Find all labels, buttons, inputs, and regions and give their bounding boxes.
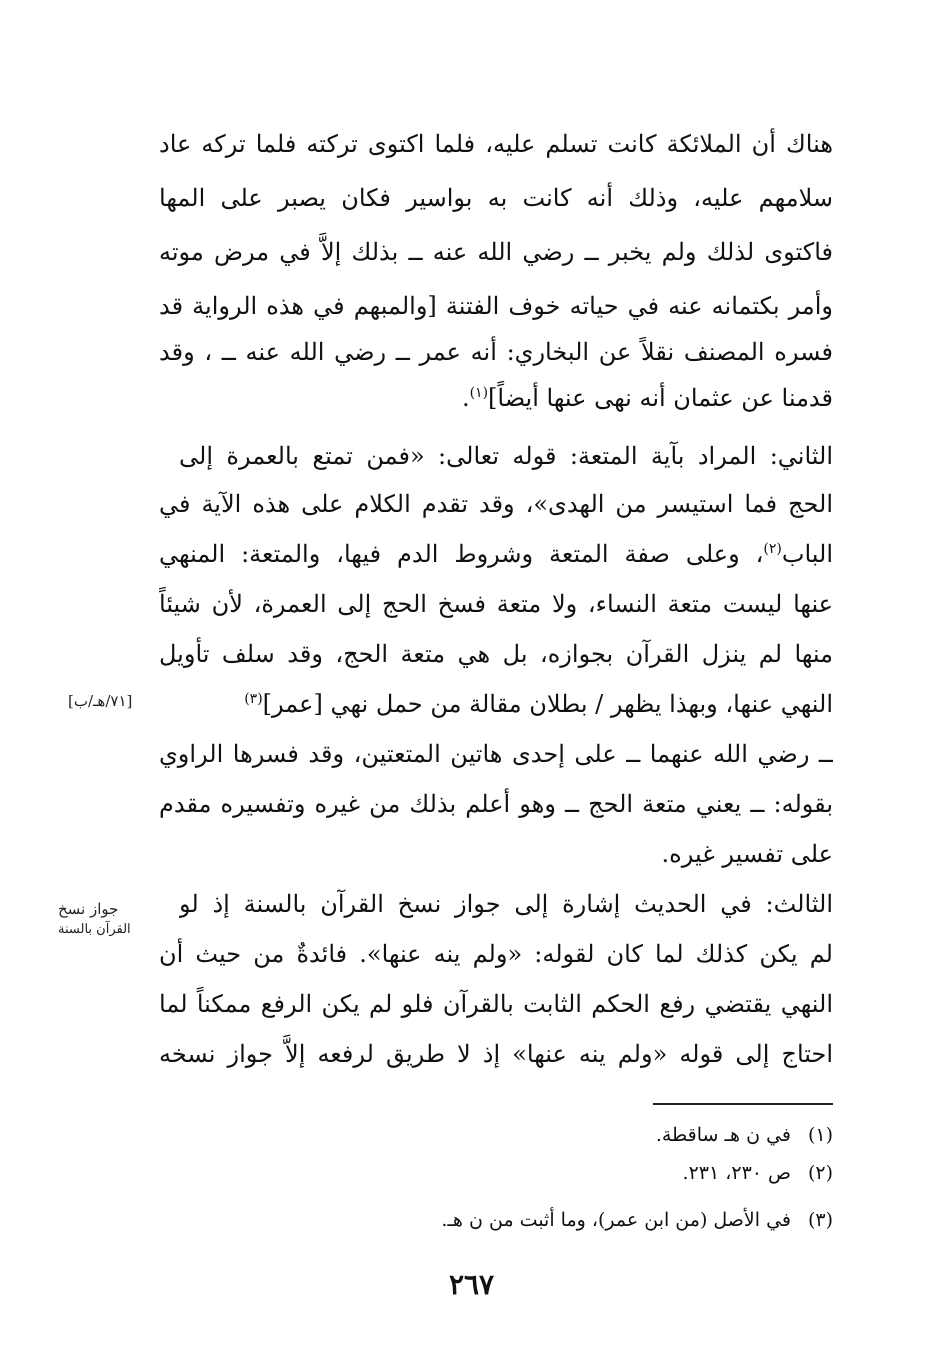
text-line-9: [159, 534, 833, 574]
text-line-8: الحج فما استيسر من الهدى»، وقد تقدم الكلام على هذه الآية في: [159, 490, 833, 518]
folio-marker: [٧١/هـ/ب]: [68, 692, 133, 710]
footnote-ref-2: (٢): [763, 541, 782, 557]
footnote-1: [656, 1122, 833, 1148]
footnote-2: [683, 1160, 833, 1186]
text-line-1: هناك أن الملائكة كانت تسلم عليه، فلما اكتوى تركته فلما تركه عاد: [159, 130, 833, 158]
footnote-1-number: (١): [807, 1124, 833, 1146]
footnote-2-number: (٢): [807, 1162, 833, 1184]
sentence-period: .: [461, 384, 470, 412]
footnote-ref-1: (١): [469, 385, 489, 401]
footnote-3-number: (٣): [807, 1209, 833, 1231]
footnote-1-text: في ن هـ ساقطة.: [655, 1124, 791, 1146]
footnote-3: [441, 1207, 833, 1233]
text-line-2: سلامهم عليه، وذلك أنه كانت به بواسير فكان يصبر على المها: [159, 184, 833, 212]
text-line-17: لم يكن كذلك لما كان لقوله: «ولم ينه عنها». فائدةٌ من حيث أن: [159, 940, 833, 968]
margin-topic-line-1: جواز نسخ: [58, 900, 119, 918]
text-line-3: فاكتوى لذلك ولم يخبر ــ رضي الله عنه ــ بذلك إلاَّ في مرض موته: [159, 238, 833, 266]
footnote-2-text: ص ٢٣٠، ٢٣١.: [682, 1162, 791, 1184]
page-number: ٢٦٧: [448, 1268, 495, 1301]
text-line-10: عنها ليست متعة النساء، ولا متعة فسخ الحج إلى العمرة، لأن شيئاً: [159, 590, 833, 618]
text-line-12: [159, 684, 833, 724]
text-line-13: ــ رضي الله عنهما ــ على إحدى هاتين المتعتين، وقد فسرها الراوي: [159, 740, 833, 768]
footnote-ref-3: (٣): [244, 691, 263, 707]
footnote-3-text: في الأصل (من ابن عمر)، وما أثبت من ن هـ.: [441, 1209, 791, 1231]
margin-topic-line-2: القرآن بالسنة: [58, 922, 131, 937]
text-line-11: منها لم ينزل القرآن بجوازه، بل هي متعة الحج، وقد سلف تأويل: [159, 640, 833, 668]
footnote-separator: [653, 1103, 833, 1105]
text-line-19: احتاج إلى قوله «ولم ينه عنها» إذ لا طريق لرفعه إلاَّ جواز نسخه: [159, 1040, 833, 1068]
text-line-6-text: قدمنا عن عثمان أنه نهى عنها أيضاً]: [488, 384, 833, 412]
text-line-12-text: النهي عنها، وبهذا يظهر / بطلان مقالة من حمل نهي [عمر]: [262, 690, 833, 718]
text-line-16: الثالث: في الحديث إشارة إلى جواز نسخ القرآن بالسنة إذ لو: [179, 890, 833, 918]
text-line-7: الثاني: المراد بآية المتعة: قوله تعالى: «فمن تمتع بالعمرة إلى: [179, 442, 833, 470]
text-line-9-rest: ، وعلى صفة المتعة وشروط الدم فيها، والمتعة: المنهي: [159, 540, 764, 568]
text-line-5: فسره المصنف نقلاً عن البخاري: أنه عمر ــ رضي الله عنه ــ ، وقد: [159, 338, 833, 366]
text-line-18: النهي يقتضي رفع الحكم الثابت بالقرآن فلو لم يكن الرفع ممكناً لما: [159, 990, 833, 1018]
text-line-15: على تفسير غيره.: [661, 840, 833, 868]
text-line-6: [159, 378, 833, 418]
text-line-4: وأمر بكتمانه عنه في حياته خوف الفتنة [والمبهم في هذه الرواية قد: [159, 292, 833, 320]
text-line-9-start: الباب: [781, 540, 833, 568]
text-line-14: بقوله: ــ يعني متعة الحج ــ وهو أعلم بذلك من غيره وتفسيره مقدم: [159, 790, 833, 818]
